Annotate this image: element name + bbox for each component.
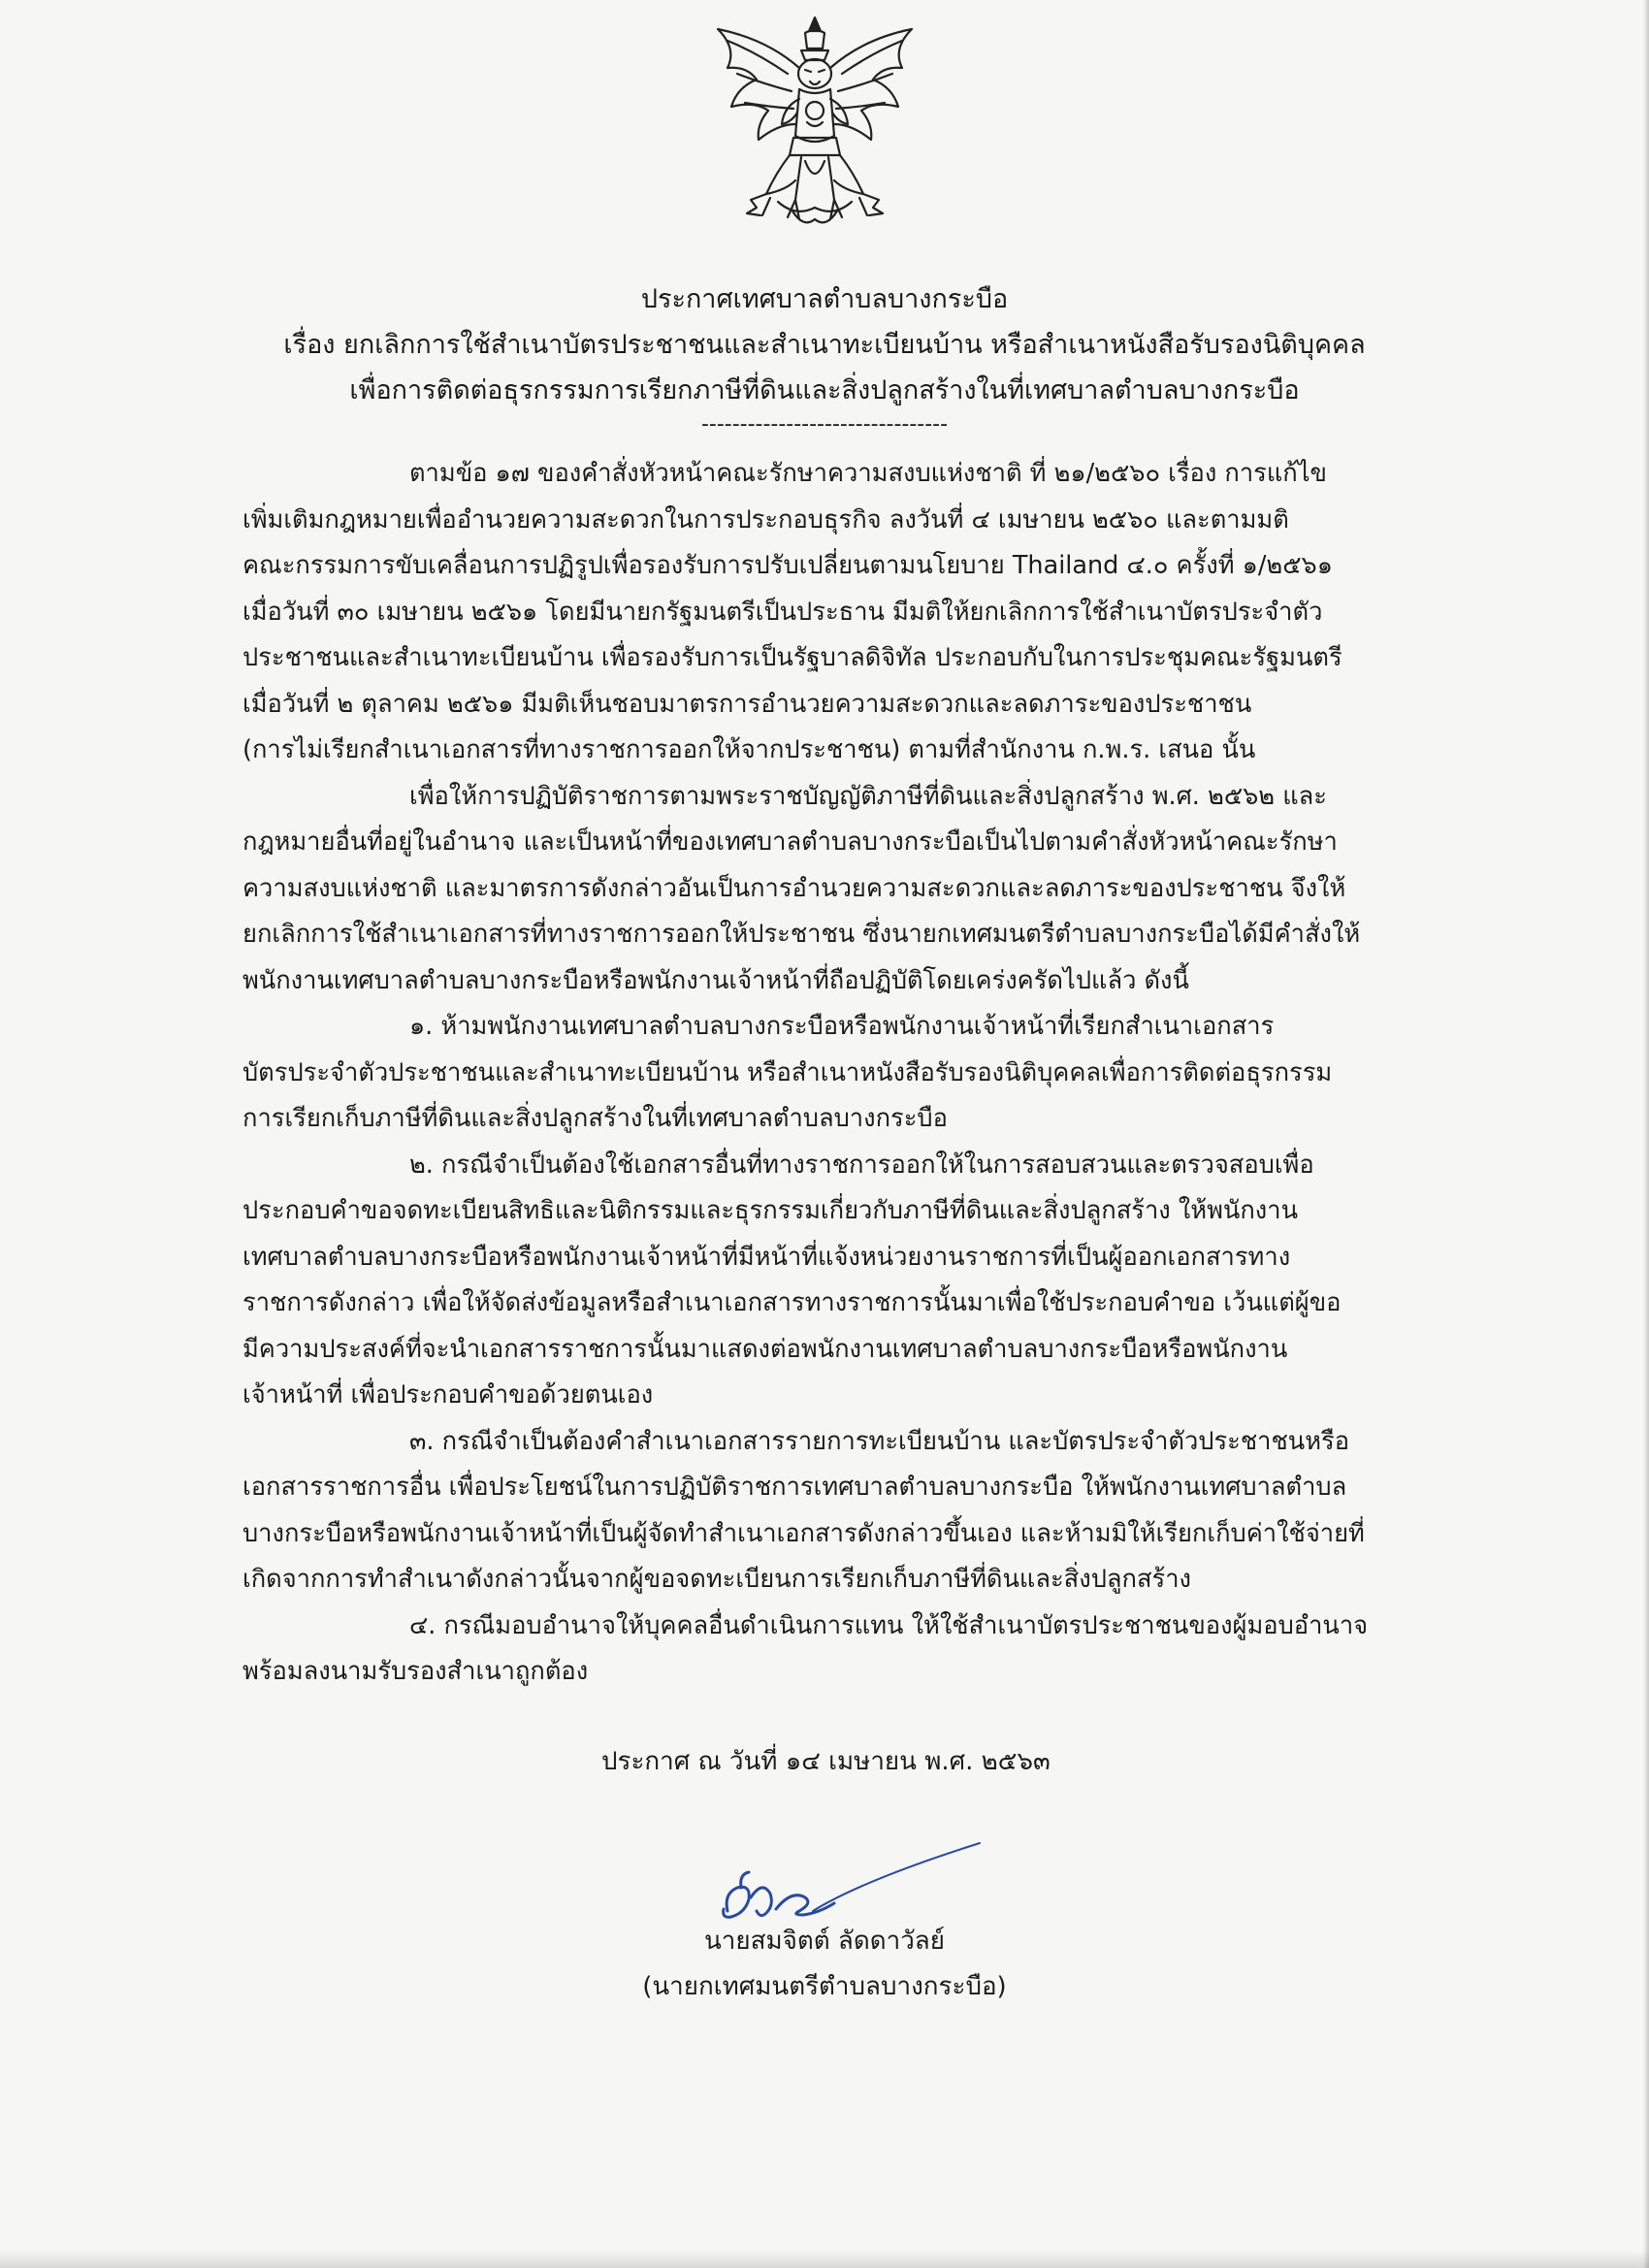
- subject-line-1: เรื่อง ยกเลิกการใช้สำเนาบัตรประชาชนและสำเนาทะเบียนบ้าน หรือสำเนาหนังสือรับรองนิติบุคคล: [283, 330, 1366, 360]
- text-line: (การไม่เรียกสำเนาเอกสารที่ทางราชการออกให้จากประชาชน) ตามที่สำนักงาน ก.พ.ร. เสนอ นั้น: [242, 735, 1256, 764]
- text-line: ๓. กรณีจำเป็นต้องคำสำเนาเอกสารรายการทะเบียนบ้าน และบัตรประจำตัวประชาชนหรือ: [409, 1426, 1350, 1456]
- text-line: ยกเลิกการใช้สำเนาเอกสารที่ทางราชการออกให้ประชาชน ซึ่งนายกเทศมนตรีตำบลบางกระบือได้มีคำสั่งให้: [242, 920, 1361, 949]
- text-line: เกิดจากการทำสำเนาดังกล่าวนั้นจากผู้ขอจดทะเบียนการเรียกเก็บภาษีที่ดินและสิ่งปลูกสร้าง: [242, 1565, 1191, 1594]
- scan-bottom-band: [0, 2251, 1649, 2268]
- text-line: การเรียกเก็บภาษีที่ดินและสิ่งปลูกสร้างในที่เทศบาลตำบลบางกระบือ: [242, 1104, 948, 1133]
- announcement-heading: [194, 276, 1455, 437]
- text-line: เพิ่มเติมกฎหมายเพื่ออำนวยความสะดวกในการประกอบธุรกิจ ลงวันที่ ๔ เมษายน ๒๕๖๐ และตามมติ: [242, 504, 1289, 535]
- text-line: เทศบาลตำบลบางกระบือหรือพนักงานเจ้าหน้าที่มีหน้าที่แจ้งหน่วยงานราชการที่เป็นผู้ออกเอกสารทาง: [242, 1242, 1291, 1272]
- text-line: พร้อมลงนามรับรองสำเนาถูกต้อง: [242, 1657, 589, 1686]
- text-line: เมื่อวันที่ ๒ ตุลาคม ๒๕๖๑ มีมติเห็นชอบมาตรการอำนวยความสะดวกและลดภาระของประชาชน: [242, 689, 1252, 719]
- paragraph-item-2: [242, 1143, 1392, 1419]
- text-line: เอกสารราชการอื่น เพื่อประโยชน์ในการปฏิบัติราชการเทศบาลตำบลบางกระบือ ให้พนักงานเทศบาลตำบล: [242, 1473, 1347, 1502]
- paragraph-preamble: [242, 451, 1392, 774]
- text-line: ประกอบคำขอจดทะเบียนสิทธิและนิติกรรมและธุรกรรมเกี่ยวกับภาษีที่ดินและสิ่งปลูกสร้าง ให้พนักงาน: [242, 1196, 1298, 1225]
- text-line: ตามข้อ ๑๗ ของคำสั่งหัวหน้าคณะรักษาความสงบแห่งชาติ ที่ ๒๑/๒๕๖๐ เรื่อง การแก้ไข: [409, 459, 1327, 488]
- text-line: เมื่อวันที่ ๓๐ เมษายน ๒๕๖๑ โดยมีนายกรัฐมนตรีเป็นประธาน มีมติให้ยกเลิกการใช้สำเนาบัตรประจำตัว: [242, 597, 1323, 627]
- announcement-date: ประกาศ ณ วันที่ ๑๔ เมษายน พ.ศ. ๒๕๖๓: [601, 1747, 1051, 1776]
- paragraph-item-4: [242, 1604, 1392, 1696]
- text-line: บัตรประจำตัวประชาชนและสำเนาทะเบียนบ้าน หรือสำเนาหนังสือรับรองนิติบุคคลเพื่อการติดต่อธุรกรรม: [242, 1057, 1333, 1087]
- text-line: ความสงบแห่งชาติ และมาตรการดังกล่าวอันเป็นการอำนวยความสะดวกและลดภาระของประชาชน จึงให้: [242, 873, 1346, 903]
- announcement-title: ประกาศเทศบาลตำบลบางกระบือ: [640, 284, 1009, 314]
- paragraph-purpose: [242, 774, 1392, 1005]
- text-line: ราชการดังกล่าว เพื่อให้จัดส่งข้อมูลหรือสำเนาเอกสารทางราชการนั้นมาเพื่อใช้ประกอบคำขอ เว้นแต่ผู้ขอ: [242, 1288, 1342, 1317]
- text-line: ๔. กรณีมอบอำนาจให้บุคคลอื่นดำเนินการแทน ให้ใช้สำเนาบัตรประชาชนของผู้มอบอำนาจ: [409, 1610, 1369, 1640]
- text-line: ประชาชนและสำเนาทะเบียนบ้าน เพื่อรองรับการเป็นรัฐบาลดิจิทัล ประกอบกับในการประชุมคณะรัฐมนตรี: [242, 643, 1342, 672]
- text-line: พนักงานเทศบาลตำบลบางกระบือหรือพนักงานเจ้าหน้าที่ถือปฏิบัติโดยเคร่งครัดไปแล้ว ดังนี้: [242, 965, 1189, 995]
- scan-edge-shadow: [1643, 0, 1649, 2268]
- paragraph-item-1: [242, 1004, 1392, 1143]
- text-line: ๑. ห้ามพนักงานเทศบาลตำบลบางกระบือหรือพนักงานเจ้าหน้าที่เรียกสำเนาเอกสาร: [409, 1012, 1275, 1041]
- signer-position: (นายกเทศมนตรีตำบลบางกระบือ): [642, 1972, 1007, 2001]
- text-line: คณะกรรมการขับเคลื่อนการปฏิรูปเพื่อรองรับการปรับเปลี่ยนตามนโยบาย Thailand ๔.๐ ครั้งที่ ๑/๒๕๖๑: [242, 551, 1333, 580]
- announcement-body: [242, 451, 1392, 1696]
- text-line: บางกระบือหรือพนักงานเจ้าหน้าที่เป็นผู้จัดทำสำเนาเอกสารดังกล่าวขึ้นเอง และห้ามมิให้เรียกเก็บค่าใช้จ่ายที่: [242, 1518, 1365, 1548]
- text-line: เจ้าหน้าที่ เพื่อประกอบคำขอด้วยตนเอง: [242, 1380, 654, 1409]
- garuda-emblem-icon: [698, 10, 931, 252]
- text-line: กฎหมายอื่นที่อยู่ในอำนาจ และเป็นหน้าที่ของเทศบาลตำบลบางกระบือเป็นไปตามคำสั่งหัวหน้าคณะรักษา: [242, 827, 1338, 857]
- heading-divider: --------------------------------: [700, 412, 949, 437]
- signer-block: [543, 1919, 1106, 2010]
- text-line: มีความประสงค์ที่จะนำเอกสารราชการนั้นมาแสดงต่อพนักงานเทศบาลตำบลบางกระบือหรือพนักงาน: [242, 1334, 1288, 1364]
- subject-line-2: เพื่อการติดต่อธุรกรรมการเรียกภาษีที่ดินและสิ่งปลูกสร้างในที่เทศบาลตำบลบางกระบือ: [349, 375, 1300, 405]
- signer-name: นายสมจิตต์ ลัดดาวัลย์: [704, 1927, 945, 1956]
- text-line: เพื่อให้การปฏิบัติราชการตามพระราชบัญญัติภาษีที่ดินและสิ่งปลูกสร้าง พ.ศ. ๒๕๖๒ และ: [409, 781, 1327, 811]
- text-line: ๒. กรณีจำเป็นต้องใช้เอกสารอื่นที่ทางราชการออกให้ในการสอบสวนและตรวจสอบเพื่อ: [409, 1150, 1314, 1180]
- paragraph-item-3: [242, 1419, 1392, 1604]
